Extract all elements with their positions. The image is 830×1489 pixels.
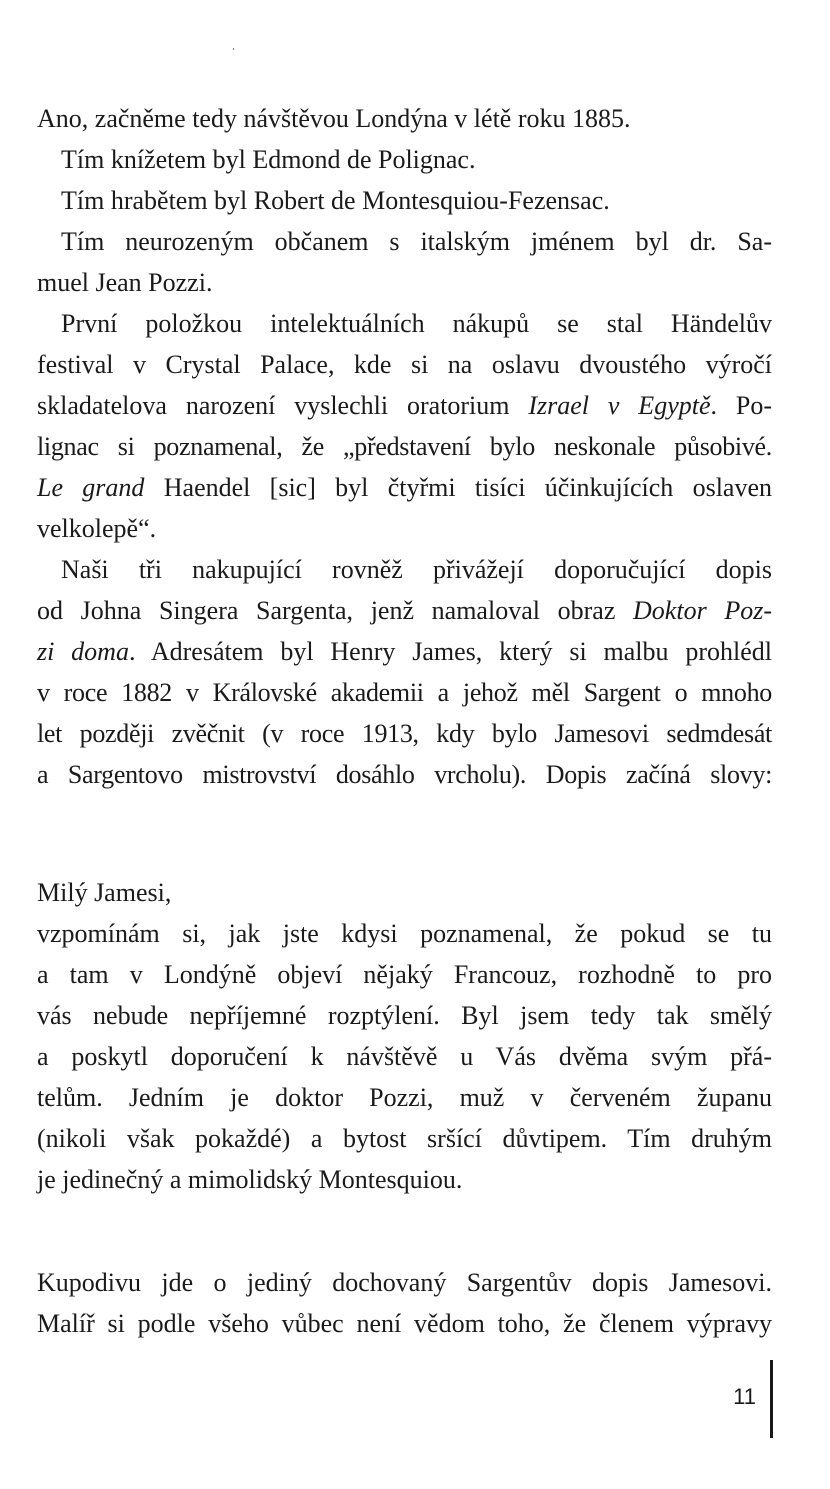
- text-line: a poskytl doporučení k návštěvě u Vás dvěma svým přá-: [37, 1042, 772, 1071]
- text-line: Malíř si podle všeho vůbec není vědom toho, že členem výpravy: [37, 1309, 772, 1338]
- text-line: je jedinečný a mimolidský Montesquiou.: [37, 1165, 463, 1194]
- text-line: a tam v Londýně objeví nějaký Francouz, rozhodně to pro: [37, 960, 772, 989]
- letter-salutation: Milý Jamesi,: [37, 878, 172, 907]
- text-line: Tím neurozeným občanem s italským jménem byl dr. Sa-: [61, 227, 772, 256]
- text-line: vzpomínám si, jak jste kdysi poznamenal, že pokud se tu: [37, 919, 772, 948]
- text-line: telům. Jedním je doktor Pozzi, muž v červeném županu: [37, 1083, 772, 1112]
- text-line: od Johna Singera Sargenta, jenž namaloval obraz Doktor Poz-: [37, 596, 773, 625]
- text-line: Le grand Haendel [sic] byl čtyřmi tisíci účinkujících oslaven: [37, 473, 772, 502]
- text-line: muel Jean Pozzi.: [37, 268, 213, 297]
- body-text: [37, 98, 772, 795]
- text-line: velkolepě“.: [37, 514, 157, 543]
- text-line: skladatelova narození vyslechli oratorium Izrael v Egyptě. Po-: [37, 391, 772, 420]
- text-line: První položkou intelektuálních nákupů se stal Händelův: [61, 309, 772, 338]
- italic-title: zi doma: [37, 637, 129, 666]
- page-number-rule: [770, 1360, 773, 1438]
- text-line: Kupodivu jde o jediný dochovaný Sargentův dopis Jamesovi.: [37, 1268, 772, 1297]
- quoted-letter: [37, 872, 772, 1200]
- text-line: festival v Crystal Palace, kde si na oslavu dvoustého výročí: [37, 350, 772, 379]
- text-line: Tím hrabětem byl Robert de Montesquiou-Fezensac.: [61, 186, 610, 215]
- text-line: a Sargentovo mistrovství dosáhlo vrcholu). Dopis začíná slovy:: [37, 760, 772, 789]
- text-line: Ano, začněme tedy návštěvou Londýna v létě roku 1885.: [37, 104, 631, 133]
- text-line: v roce 1882 v Královské akademii a jehož měl Sargent o mnoho: [37, 678, 772, 707]
- text-line: let později zvěčnit (v roce 1913, kdy bylo Jamesovi sedmdesát: [37, 719, 772, 748]
- text-line: Naši tři nakupující rovněž přivážejí doporučující dopis: [61, 555, 772, 584]
- page-number: 11: [733, 1384, 756, 1409]
- text-line: Tím knížetem byl Edmond de Polignac.: [61, 145, 476, 174]
- italic-title: Doktor Poz-: [633, 596, 773, 625]
- text-line: zi doma. Adresátem byl Henry James, který si malbu prohlédl: [37, 637, 772, 666]
- text-line: vás nebude nepříjemné rozptýlení. Byl jsem tedy tak smělý: [37, 1001, 772, 1030]
- text-line: lignac si poznamenal, že „představení bylo neskonale působivé.: [37, 432, 772, 461]
- italic-title: Izrael v Egyptě: [528, 391, 711, 420]
- italic-phrase: Le grand: [37, 473, 145, 502]
- text-line: (nikoli však pokaždé) a bytost sršící důvtipem. Tím druhým: [37, 1124, 772, 1153]
- scan-speck: [233, 48, 234, 50]
- closing-paragraph: [37, 1262, 772, 1344]
